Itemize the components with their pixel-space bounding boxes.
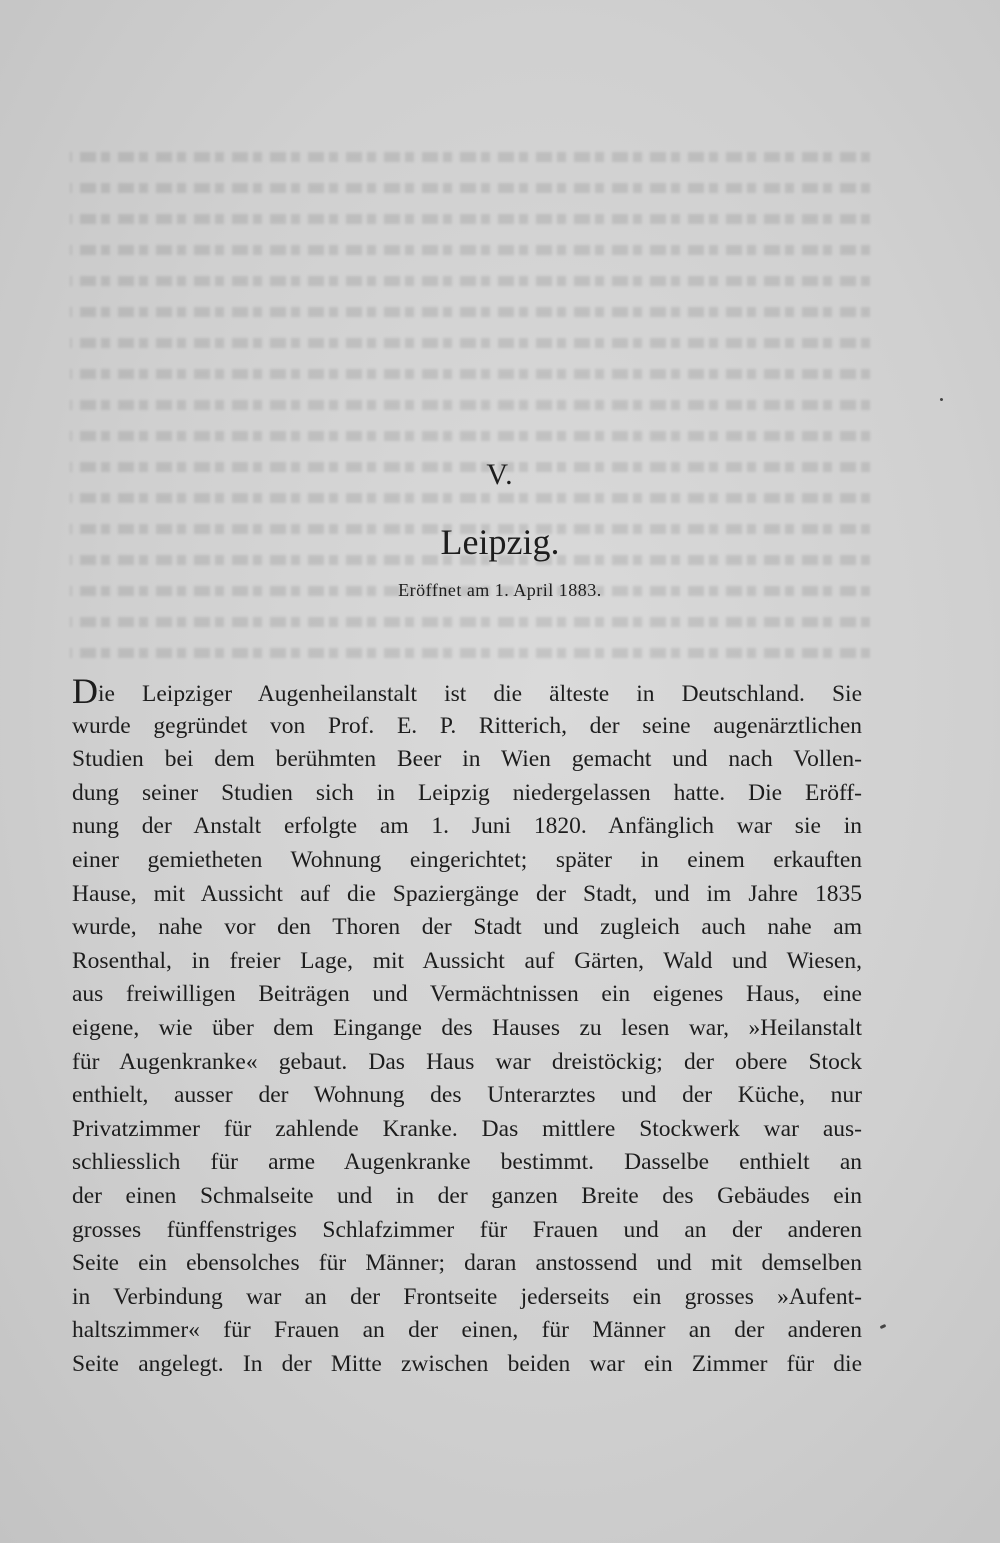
first-line-text: ie Leipziger Augenheilanstalt ist die älteste in Deutschland. Sie	[98, 681, 862, 707]
text-line: wurde gegründet von Prof. E. P. Ritterich, der seine augenärztlichen	[72, 712, 862, 739]
drop-cap: D	[72, 676, 98, 710]
scan-speck	[880, 1324, 887, 1329]
text-line: schliesslich für arme Augenkranke bestimmt. Dasselbe enthielt an	[72, 1149, 862, 1176]
scan-speck	[940, 398, 944, 402]
text-line: wurde, nahe vor den Thoren der Stadt und zugleich auch nahe am	[72, 914, 862, 941]
text-line: nung der Anstalt erfolgte am 1. Juni 1820. Anfänglich war sie in	[72, 813, 862, 840]
text-line: in Verbindung war an der Frontseite jederseits ein grosses »Aufent-	[72, 1283, 862, 1310]
section-title: Leipzig.	[440, 522, 560, 562]
text-line: Privatzimmer für zahlende Kranke. Das mittlere Stockwerk war aus-	[72, 1115, 862, 1142]
text-line: Seite ein ebensolches für Männer; daran anstossend und mit demselben	[72, 1250, 862, 1277]
text-line: für Augenkranke« gebaut. Das Haus war dreistöckig; der obere Stock	[72, 1048, 862, 1075]
text-line: eigene, wie über dem Eingange des Hauses zu lesen war, »Heilanstalt	[72, 1014, 862, 1041]
text-line: der einen Schmalseite und in der ganzen Breite des Gebäudes ein	[72, 1182, 862, 1209]
text-line: dung seiner Studien sich in Leipzig niedergelassen hatte. Die Eröff-	[72, 779, 862, 806]
text-line: Hause, mit Aussicht auf die Spaziergänge der Stadt, und im Jahre 1835	[72, 880, 862, 907]
text-line: einer gemietheten Wohnung eingerichtet; später in einem erkauften	[72, 846, 862, 873]
text-line: Seite angelegt. In der Mitte zwischen beiden war ein Zimmer für die	[72, 1350, 862, 1377]
text-line: haltszimmer« für Frauen an der einen, für Männer an der anderen	[72, 1317, 862, 1344]
text-line: aus freiwilligen Beiträgen und Vermächtnissen ein eigenes Haus, eine	[72, 981, 862, 1008]
body-paragraph	[72, 676, 862, 1381]
text-line-first	[72, 676, 862, 710]
bleed-through-text	[70, 140, 870, 700]
text-line: grosses fünffenstriges Schlafzimmer für Frauen und an der anderen	[72, 1216, 862, 1243]
section-subtitle: Eröffnet am 1. April 1883.	[398, 580, 602, 600]
text-line: Studien bei dem berühmten Beer in Wien gemacht und nach Vollen-	[72, 746, 862, 773]
text-line: enthielt, ausser der Wohnung des Unterarztes und der Küche, nur	[72, 1082, 862, 1109]
section-number: V.	[486, 458, 514, 491]
text-line: Rosenthal, in freier Lage, mit Aussicht auf Gärten, Wald und Wiesen,	[72, 947, 862, 974]
